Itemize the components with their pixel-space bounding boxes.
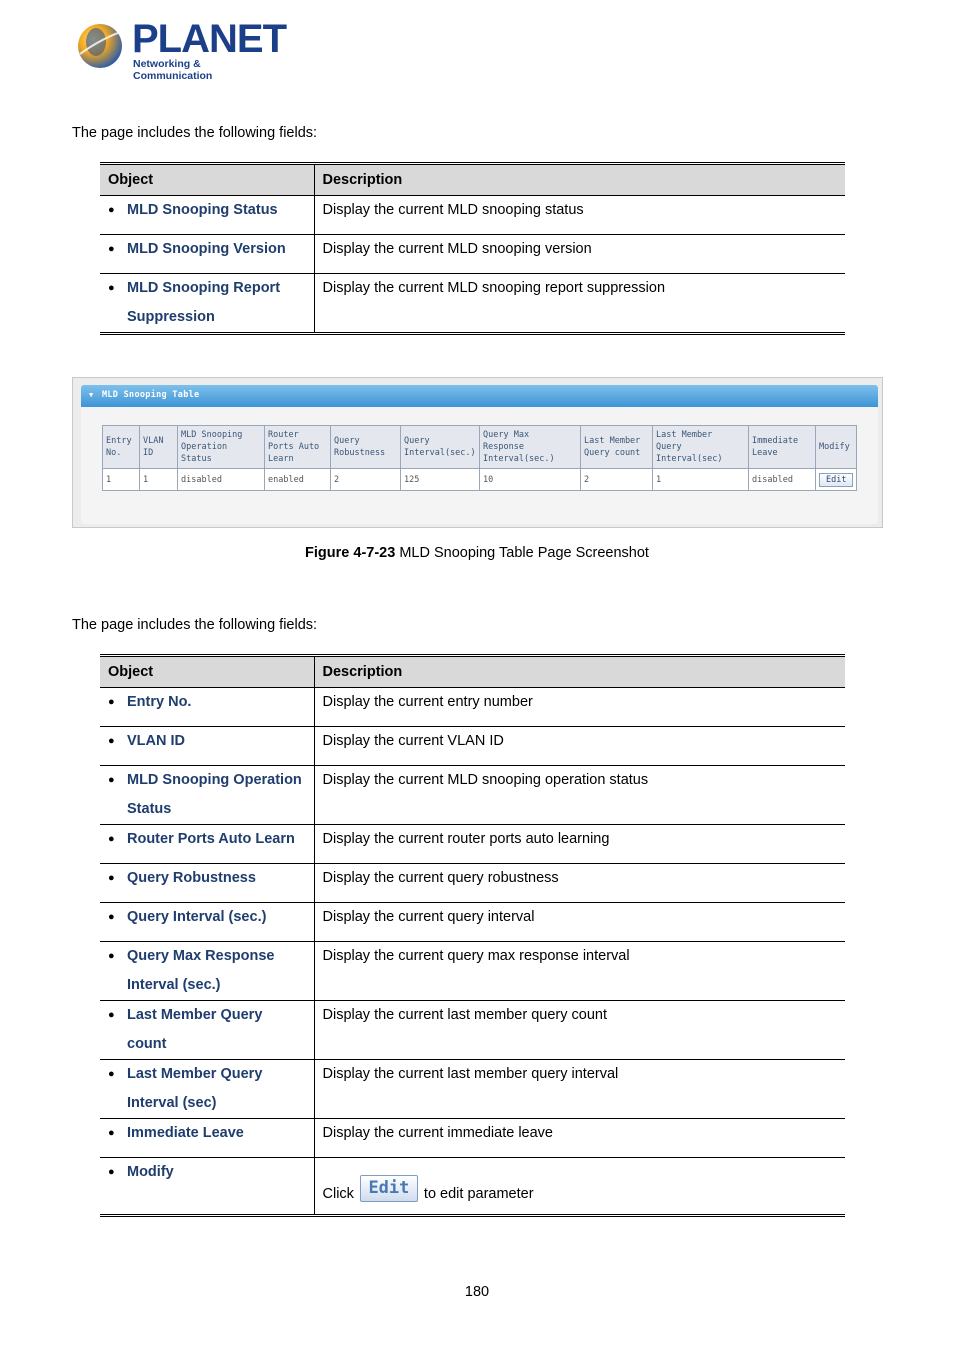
object-label: MLD Snooping Report [127, 280, 281, 296]
object-item [108, 766, 306, 824]
description-cell [314, 1158, 845, 1216]
object-lines [127, 727, 185, 756]
brand-name: PLANET [132, 17, 286, 61]
description-cell: Display the current MLD snooping status [314, 196, 845, 235]
object-item [108, 196, 306, 225]
column-header-line: Interval(sec.) [404, 448, 476, 458]
column-header-line: Last Member [656, 430, 713, 440]
table-row [100, 235, 845, 274]
column-header-line: Leave [752, 448, 778, 458]
bullet-icon: ● [108, 950, 115, 962]
object-item [108, 942, 306, 1000]
bullet-icon: ● [108, 774, 115, 786]
column-header-line: Router [268, 430, 299, 440]
object-lines [127, 688, 191, 717]
object-label: VLAN ID [127, 733, 185, 749]
column-header [581, 426, 653, 469]
modify-cell [816, 469, 857, 491]
bullet-icon: ● [108, 1068, 115, 1080]
column-header-line: Interval(sec.) [483, 454, 555, 464]
intro-text-1: The page includes the following fields: [72, 125, 318, 141]
object-item [108, 1001, 306, 1059]
object-header: Object [100, 164, 314, 196]
bullet-icon: ● [108, 696, 115, 708]
object-lines [127, 864, 256, 893]
object-item [108, 903, 306, 932]
description-header: Description [314, 164, 845, 196]
edit-button[interactable]: Edit [360, 1175, 418, 1202]
column-header-line: Entry [106, 436, 132, 446]
column-header-line: Query [404, 436, 430, 446]
table-cell: disabled [178, 469, 265, 491]
object-lines [127, 825, 295, 854]
table-cell: 1 [103, 469, 140, 491]
figure-number: Figure 4-7-23 [305, 545, 396, 561]
column-header-line: Ports Auto [268, 442, 320, 452]
table-row [100, 688, 845, 727]
bullet-icon: ● [108, 872, 115, 884]
table-row [100, 825, 845, 864]
globe-icon [76, 20, 128, 72]
description-cell: Display the current VLAN ID [314, 727, 845, 766]
column-header-line: Status [181, 454, 212, 464]
description-cell: Display the current query robustness [314, 864, 845, 903]
column-header [331, 426, 401, 469]
column-header-line: Operation [181, 442, 228, 452]
column-header-line: Learn [268, 454, 294, 464]
object-item [108, 235, 306, 264]
object-label: Suppression [127, 309, 215, 325]
fields-table-2 [100, 654, 845, 1217]
table-row [100, 1119, 845, 1158]
edit-button[interactable]: Edit [819, 473, 853, 487]
object-item [108, 1158, 306, 1187]
planet-logo [76, 17, 286, 82]
table-cell: 2 [581, 469, 653, 491]
description-cell: Display the current last member query interval [314, 1060, 845, 1119]
column-header-line: Query [334, 436, 360, 446]
bullet-icon: ● [108, 1127, 115, 1139]
object-item [108, 1060, 306, 1118]
object-label: Status [127, 801, 172, 817]
column-header-line: Modify [819, 442, 850, 452]
object-cell [100, 1001, 314, 1060]
column-header [103, 426, 140, 469]
object-cell [100, 196, 314, 235]
bullet-icon: ● [108, 282, 115, 294]
object-item [108, 688, 306, 717]
table-row [100, 1060, 845, 1119]
column-header-line: No. [106, 448, 122, 458]
object-cell [100, 942, 314, 1001]
object-lines [127, 1001, 306, 1059]
intro-text-2: The page includes the following fields: [72, 617, 318, 633]
bullet-icon: ● [108, 243, 115, 255]
object-label: Last Member Query [127, 1066, 263, 1082]
table-row [100, 727, 845, 766]
object-label: Interval (sec.) [127, 977, 221, 993]
description-cell: Display the current entry number [314, 688, 845, 727]
table-row [100, 864, 845, 903]
description-cell: Display the current query interval [314, 903, 845, 942]
object-cell [100, 274, 314, 334]
object-label: Router Ports Auto Learn [127, 831, 295, 847]
object-item [108, 864, 306, 893]
object-item [108, 274, 306, 332]
page-number: 180 [464, 1284, 490, 1300]
mld-snooping-table-screenshot [72, 377, 883, 528]
column-header-line: ID [143, 448, 154, 458]
table-row [100, 274, 845, 334]
object-lines [127, 942, 274, 1000]
table-cell: enabled [265, 469, 331, 491]
column-header [401, 426, 480, 469]
object-cell [100, 727, 314, 766]
panel-title: MLD Snooping Table [101, 390, 200, 400]
column-header-line: Interval(sec) [656, 454, 723, 464]
object-cell [100, 1060, 314, 1119]
description-cell: Display the current MLD snooping operation status [314, 766, 845, 825]
object-item [108, 727, 306, 756]
object-lines [127, 274, 280, 332]
bullet-icon: ● [108, 204, 115, 216]
description-cell: Display the current MLD snooping version [314, 235, 845, 274]
column-header-line: VLAN [143, 436, 164, 446]
column-header-line: Query count [584, 448, 641, 458]
description-cell: Display the current query max response interval [314, 942, 845, 1001]
bullet-icon: ● [108, 1166, 115, 1178]
column-header-line: Query [656, 442, 682, 452]
object-label: Query Interval (sec.) [127, 909, 267, 925]
after-text: to edit parameter [423, 1186, 534, 1202]
object-lines [127, 1060, 262, 1118]
description-cell: Display the current MLD snooping report suppression [322, 280, 666, 296]
object-item [108, 1119, 306, 1148]
object-label: Modify [127, 1164, 174, 1180]
object-lines [127, 903, 266, 932]
bullet-icon: ● [108, 911, 115, 923]
column-header [178, 426, 265, 469]
object-label: MLD Snooping Version [127, 241, 286, 257]
table-row [100, 942, 845, 1001]
object-lines [127, 766, 302, 824]
column-header [749, 426, 816, 469]
table-cell: 2 [331, 469, 401, 491]
table-row [100, 903, 845, 942]
object-item [108, 825, 306, 854]
column-header-line: Robustness [334, 448, 386, 458]
object-cell [100, 903, 314, 942]
object-header: Object [100, 656, 314, 688]
column-header [653, 426, 749, 469]
table-cell: 1 [653, 469, 749, 491]
table-row [100, 1001, 845, 1060]
brand-tagline: Networking & Communication [133, 58, 213, 82]
object-label: Query Max Response [127, 948, 275, 964]
collapse-arrow-icon[interactable]: ▼ [89, 391, 94, 399]
column-header-line: Last Member [584, 436, 641, 446]
column-header [140, 426, 178, 469]
table-cell: disabled [749, 469, 816, 491]
object-label: Last Member Query count [127, 1007, 263, 1052]
mld-snooping-table [102, 425, 857, 491]
object-lines [127, 1119, 244, 1148]
column-header [265, 426, 331, 469]
fields-table-1 [100, 162, 845, 335]
column-header-line: Immediate [752, 436, 799, 446]
object-label: MLD Snooping Status [127, 202, 278, 218]
column-header-line: Query Max [483, 430, 530, 440]
object-label: Entry No. [127, 694, 192, 710]
column-header [480, 426, 581, 469]
object-cell [100, 766, 314, 825]
object-lines [127, 196, 278, 225]
object-cell [100, 825, 314, 864]
description-cell: Display the current immediate leave [314, 1119, 845, 1158]
figure-caption [0, 545, 954, 561]
table-row [100, 766, 845, 825]
table-cell: 1 [140, 469, 178, 491]
object-cell [100, 235, 314, 274]
bullet-icon: ● [108, 1009, 115, 1021]
column-header-line: MLD Snooping [181, 430, 243, 440]
object-cell [100, 864, 314, 903]
description-cell: Display the current last member query count [314, 1001, 845, 1060]
table-row [100, 196, 845, 235]
object-cell [100, 1119, 314, 1158]
object-label: MLD Snooping Operation [127, 772, 302, 788]
object-label: Immediate Leave [127, 1125, 244, 1141]
figure-title: MLD Snooping Table Page Screenshot [395, 545, 649, 561]
description-header: Description [314, 656, 845, 688]
description-cell: Display the current router ports auto learning [314, 825, 845, 864]
panel-header [81, 385, 878, 407]
table-row-modify [100, 1158, 845, 1216]
column-header [816, 426, 857, 469]
mld-snooping-table-panel [81, 385, 878, 524]
bullet-icon: ● [108, 735, 115, 747]
object-label: Interval (sec) [127, 1095, 217, 1111]
column-header-line: Response [483, 442, 524, 452]
object-cell [100, 688, 314, 727]
bullet-icon: ● [108, 833, 115, 845]
object-label: Query Robustness [127, 870, 256, 886]
table-cell: 10 [480, 469, 581, 491]
object-cell [100, 1158, 314, 1216]
object-lines [127, 235, 286, 264]
table-cell: 125 [401, 469, 480, 491]
click-text: Click [322, 1186, 354, 1202]
